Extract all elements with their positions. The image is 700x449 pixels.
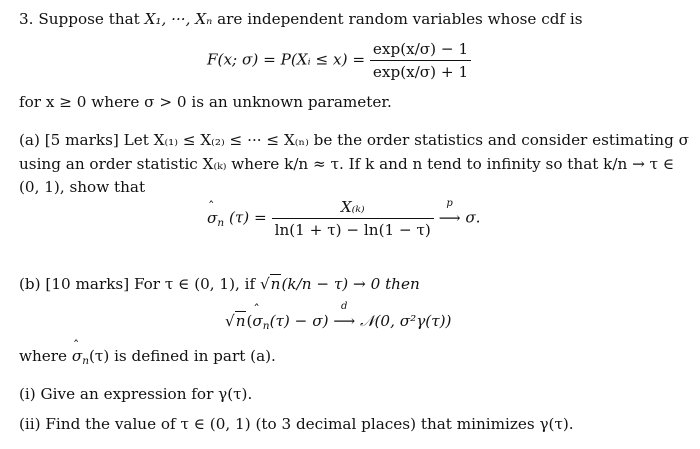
cdf-lhs: F(x; σ) = P(Xᵢ ≤ x) = xyxy=(207,50,366,69)
intro-text: Suppose that xyxy=(38,10,140,28)
problem-number: 3. xyxy=(19,10,34,28)
intro-rest: are independent random variables whose cdf is xyxy=(217,10,583,28)
cdf-equation xyxy=(207,40,471,81)
part-b-text2: (k/n − τ) → 0 then xyxy=(281,275,420,293)
convergence-label: p xyxy=(446,197,453,209)
estimator-equation: ˆ $\sigma_n$ (τ) = $\frac{\text{X₍ₖ₎}}{\ln(1 + \tau) - \ln(1 - \tau)}$ p ⟶ σ. xyxy=(207,198,481,239)
part-a-text1: Let X₍₁₎ ≤ X₍₂₎ ≤ ··· ≤ X₍ₙ₎ be the order statistics and consider estimating σ xyxy=(123,131,690,149)
estimator-denominator: ln(1 + τ) − ln(1 − τ) xyxy=(272,218,434,239)
part-b-label: (b) xyxy=(19,275,41,293)
domain-line: for x ≥ 0 where σ > 0 is an unknown parameter. xyxy=(19,93,392,111)
convergence-arrow: p ⟶ xyxy=(438,197,461,227)
part-b-marks: [10 marks] xyxy=(45,275,130,293)
estimator-lhs: (τ) = xyxy=(228,208,267,227)
part-a-line3: (0, 1), show that xyxy=(19,178,146,196)
estimator-rhs: σ. xyxy=(465,208,481,227)
estimator-numerator: X₍ₖ₎ xyxy=(340,198,365,216)
asymptotic-rhs: (0, σ²γ(τ)) xyxy=(374,312,452,330)
asymptotic-equation: √n(ˆ $\sigma_n(\tau) - \sigma$) d ⟶ 𝒩(0, σ²γ(τ)) xyxy=(225,312,451,331)
intro-vars: X₁, ···, Xₙ xyxy=(144,10,213,28)
part-b-line1 xyxy=(19,274,420,294)
sqrt-n-eq: √n xyxy=(225,312,246,330)
asymptotic-mid: (τ) − σ) xyxy=(269,312,329,330)
part-a-marks: [5 marks] xyxy=(44,131,119,149)
cdf-numerator: exp(x/σ) − 1 xyxy=(372,40,469,58)
part-a-line2: using an order statistic X₍ₖ₎ where k/n ≈ τ. If k and n tend to infinity so that k/n → τ ∈ xyxy=(19,155,675,173)
sub-question-i: (i) Give an expression for γ(τ). xyxy=(19,385,253,403)
where-line: where ˆ $\sigma_n(\tau)$ is defined in part (a). xyxy=(19,346,276,366)
distribution-label: d xyxy=(341,301,348,312)
part-b-text1: For τ ∈ (0, 1), if xyxy=(133,275,256,293)
problem-intro xyxy=(19,9,583,29)
cdf-fraction xyxy=(370,40,471,81)
cdf-denominator: exp(x/σ) + 1 xyxy=(370,60,471,81)
part-a-line1 xyxy=(19,130,689,150)
sqrt-n: √n xyxy=(259,275,281,293)
where-rest: (τ) is defined in part (a). xyxy=(89,347,276,365)
sub-question-ii: (ii) Find the value of τ ∈ (0, 1) (to 3 decimal places) that minimizes γ(τ). xyxy=(19,415,574,433)
where-text: where xyxy=(19,347,68,365)
distribution-arrow: d ⟶ xyxy=(333,301,356,330)
estimator-fraction xyxy=(272,198,434,239)
part-a-label: (a) xyxy=(19,131,40,149)
